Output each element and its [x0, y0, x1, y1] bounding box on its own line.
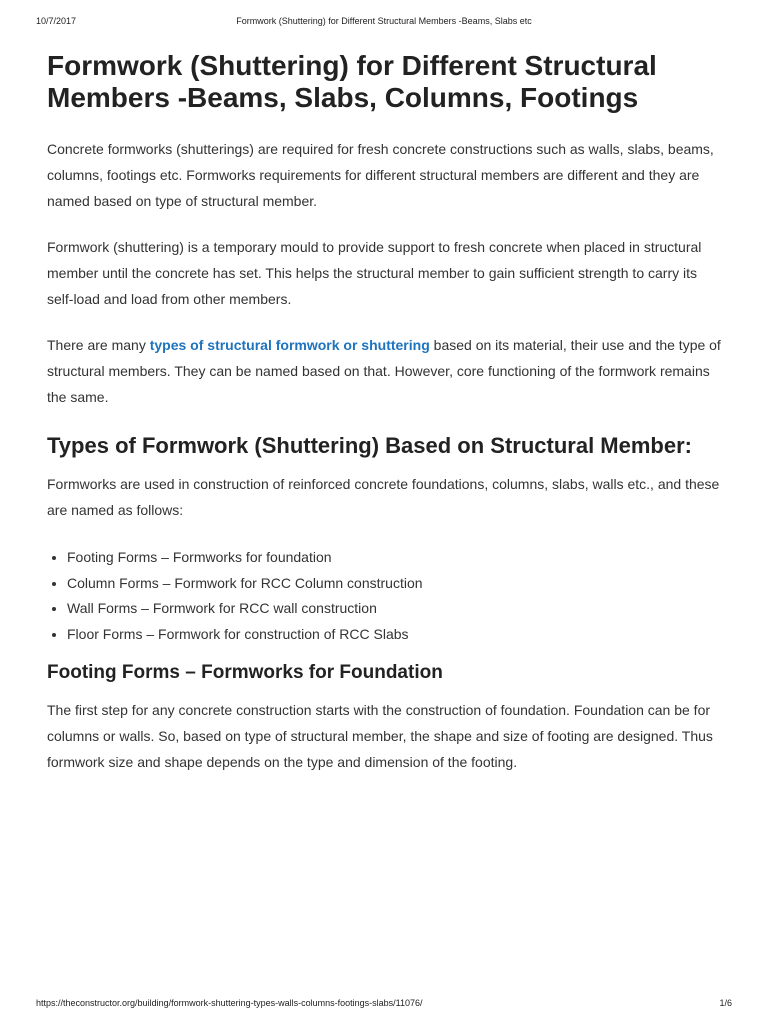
print-footer	[36, 998, 732, 1012]
types-paragraph-tail: based on its material, their use and the type of structural members. They can be named based on that. However, core functioning of the formwork remains the same.	[47, 337, 721, 405]
list-item: • Footing Forms – Formworks for foundation	[67, 545, 727, 571]
list-item: • Floor Forms – Formwork for construction of RCC Slabs	[67, 622, 727, 648]
list-item: • Column Forms – Formwork for RCC Column construction	[67, 571, 727, 597]
formwork-usage-paragraph: Formworks are used in construction of reinforced concrete foundations, columns, slabs, walls etc., and these are named as follows:	[47, 476, 720, 518]
article-content	[47, 50, 727, 775]
section-heading-types: Types of Formwork (Shuttering) Based on Structural Member:	[47, 433, 692, 458]
print-header	[36, 16, 732, 30]
article-title: Formwork (Shuttering) for Different Structural Members -Beams, Slabs, Columns, Footings	[47, 50, 657, 113]
formwork-types-list	[47, 545, 727, 647]
print-date: 10/7/2017	[36, 16, 77, 26]
definition-paragraph: Formwork (shuttering) is a temporary mould to provide support to fresh concrete when placed in structural member until the concrete has set. This helps the structural member to gain sufficient strength to carry its self-load and load from other members.	[47, 239, 702, 307]
print-page-title: Formwork (Shuttering) for Different Structural Members -Beams, Slabs etc	[236, 16, 532, 26]
section-heading-footing-forms: Footing Forms – Formworks for Foundation	[47, 662, 443, 683]
list-item: • Wall Forms – Formwork for RCC wall construction	[67, 596, 727, 622]
footing-forms-paragraph: The first step for any concrete construction starts with the construction of foundation. Foundation can be for columns or walls. So, based on type of structural member, the shape and size of footing are designed. Thus formwork size and shape depends on the type and dimension of the footing.	[47, 702, 713, 770]
types-paragraph	[47, 332, 727, 410]
print-url: https://theconstructor.org/building/formwork-shuttering-types-walls-columns-footings-slabs/11076/	[36, 998, 423, 1008]
page-number: 1/6	[719, 998, 732, 1008]
types-paragraph-lead: There are many	[47, 337, 150, 353]
intro-paragraph: Concrete formworks (shutterings) are required for fresh concrete constructions such as walls, slabs, beams, columns, footings etc. Formworks requirements for different structural members are different and they are named based on type of structural member.	[47, 141, 714, 209]
types-of-formwork-link[interactable]: types of structural formwork or shuttering	[149, 337, 430, 353]
